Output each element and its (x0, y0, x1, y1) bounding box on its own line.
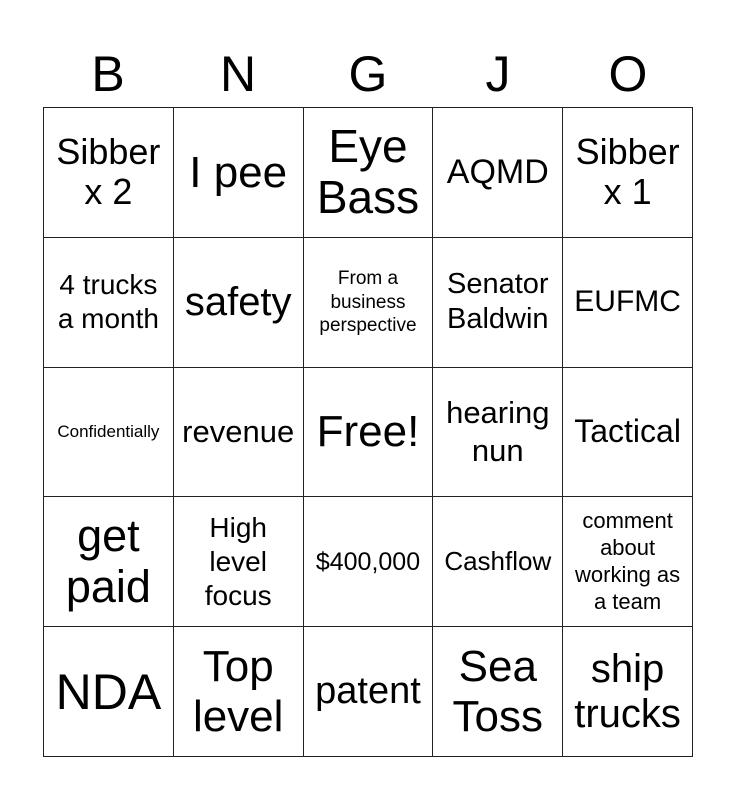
bingo-cell-r4-c5[interactable] (563, 497, 693, 627)
bingo-cell-text: High level focus (204, 511, 272, 611)
bingo-cell-r3-c3[interactable] (304, 368, 434, 498)
bingo-cell-text: Eye Bass (316, 119, 420, 224)
bingo-cell-r4-c3[interactable] (304, 497, 434, 627)
bingo-cell-r3-c1[interactable] (44, 368, 174, 498)
bingo-cell-r1-c4[interactable] (433, 108, 563, 238)
bingo-cell-r5-c3[interactable] (304, 627, 434, 757)
bingo-cell-r2-c4[interactable] (433, 238, 563, 368)
bingo-cell-r1-c1[interactable] (44, 108, 174, 238)
header-letter-o: O (608, 46, 648, 102)
bingo-cell-text: Sea Toss (452, 642, 544, 741)
bingo-cell-text: patent (315, 670, 421, 713)
bingo-cell-r2-c3[interactable] (304, 238, 434, 368)
bingo-cell-r3-c2[interactable] (174, 368, 304, 498)
bingo-header (43, 40, 693, 108)
bingo-cell-text: 4 trucks a month (57, 269, 159, 335)
header-letter-b: B (91, 46, 125, 102)
bingo-cell-text: get paid (65, 510, 151, 612)
bingo-cell-text: ship trucks (574, 646, 681, 736)
bingo-cell-r5-c2[interactable] (174, 627, 304, 757)
bingo-cell-r1-c2[interactable] (174, 108, 304, 238)
bingo-cell-text: revenue (182, 414, 295, 450)
bingo-cell-r2-c1[interactable] (44, 238, 174, 368)
header-letter-j: J (485, 46, 511, 102)
bingo-cell-text: $400,000 (315, 547, 421, 576)
bingo-cell-text: Senator Baldwin (447, 267, 549, 336)
bingo-cell-text: Tactical (574, 413, 681, 450)
bingo-cell-r1-c5[interactable] (563, 108, 693, 238)
bingo-cell-r1-c3[interactable] (304, 108, 434, 238)
bingo-cell-r5-c4[interactable] (433, 627, 563, 757)
bingo-grid (43, 107, 693, 757)
bingo-cell-r2-c5[interactable] (563, 238, 693, 368)
bingo-cell-r5-c5[interactable] (563, 627, 693, 757)
bingo-cell-text: Cashflow (444, 545, 552, 576)
bingo-cell-text: comment about working as a team (575, 508, 681, 614)
bingo-cell-r5-c1[interactable] (44, 627, 174, 757)
header-letter-g: G (348, 46, 388, 102)
bingo-cell-text: NDA (55, 663, 162, 720)
bingo-cell-r4-c2[interactable] (174, 497, 304, 627)
bingo-cell-text: Sibber x 2 (56, 131, 161, 213)
bingo-cell-text: Confidentially (57, 421, 160, 441)
bingo-cell-r3-c5[interactable] (563, 368, 693, 498)
bingo-cell-r4-c1[interactable] (44, 497, 174, 627)
bingo-cell-text: AQMD (446, 152, 549, 191)
bingo-cell-text: EUFMC (574, 284, 681, 318)
bingo-cell-text: hearing nun (446, 395, 550, 468)
bingo-cell-text: From a business perspective (319, 268, 417, 336)
bingo-cell-text: I pee (189, 147, 288, 197)
bingo-cell-r4-c4[interactable] (433, 497, 563, 627)
bingo-cell-text: safety (184, 279, 292, 324)
header-letter-n: N (219, 46, 257, 102)
bingo-cell-text: Sibber x 1 (575, 131, 680, 213)
bingo-cell-r3-c4[interactable] (433, 368, 563, 498)
bingo-cell-r2-c2[interactable] (174, 238, 304, 368)
bingo-cell-text: Free! (316, 407, 420, 457)
bingo-cell-text: Top level (192, 642, 284, 741)
